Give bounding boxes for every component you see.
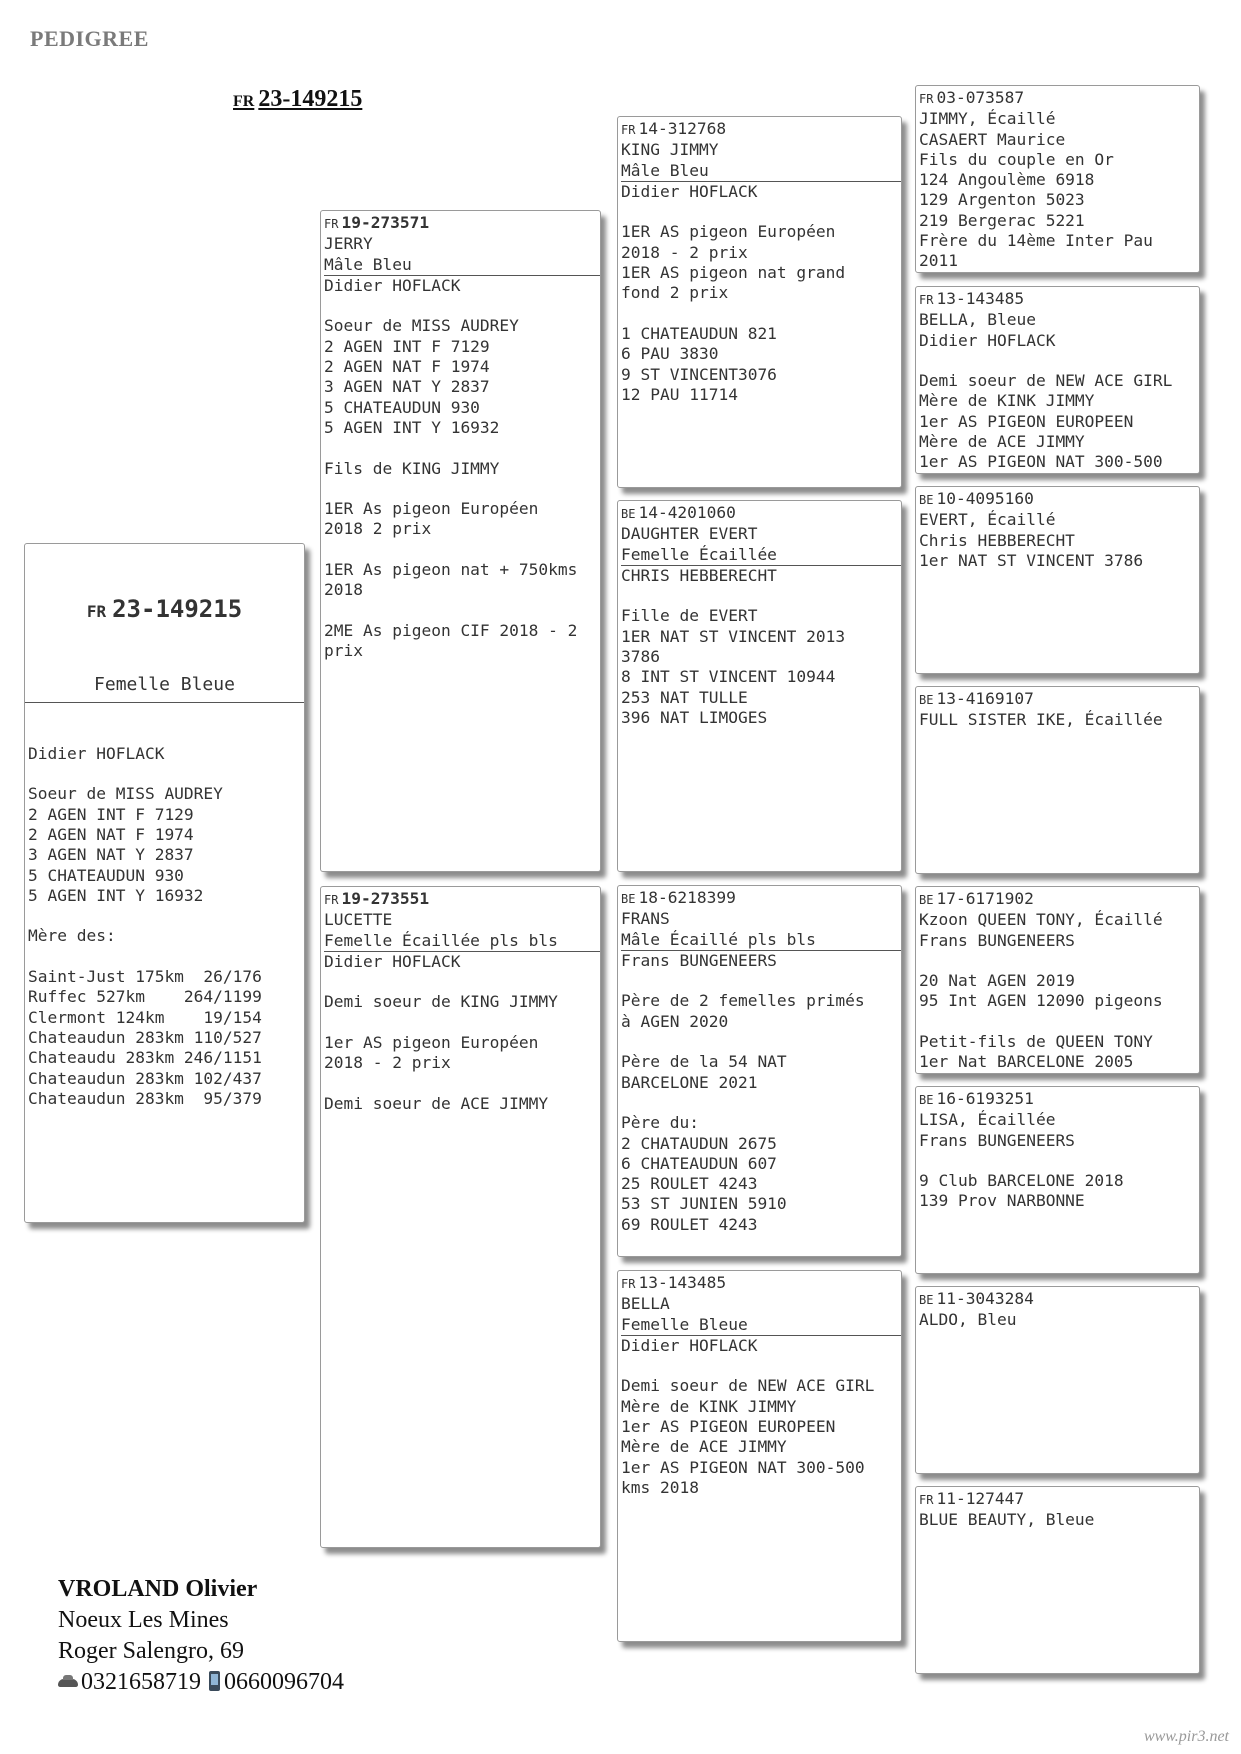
detail-line: Mère de KINK JIMMY bbox=[621, 1396, 797, 1416]
ring-country: BE bbox=[919, 493, 934, 507]
detail-line: 1er Nat BARCELONE 2005 bbox=[919, 1052, 1134, 1072]
detail-line: Demi soeur de ACE JIMMY bbox=[324, 1093, 549, 1113]
detail-line: kms 2018 bbox=[621, 1477, 699, 1497]
phone-icon bbox=[58, 1675, 78, 1689]
detail-line: 2 AGEN INT F 7129 bbox=[28, 804, 194, 824]
ring-value: 17-6171902 bbox=[936, 889, 1034, 908]
detail-line bbox=[621, 1356, 898, 1376]
ring-number bbox=[324, 213, 597, 234]
bird-color: Mâle Écaillé pls bls bbox=[621, 930, 901, 951]
detail-line: FULL SISTER IKE, Écaillée bbox=[919, 710, 1163, 730]
detail-line: 5 AGEN INT Y 16932 bbox=[324, 417, 500, 437]
detail-line: 95 Int AGEN 12090 pigeons bbox=[919, 991, 1163, 1011]
detail-line bbox=[621, 1093, 898, 1113]
ggp-card-5 bbox=[915, 886, 1200, 1074]
detail-line: 3 AGEN NAT Y 2837 bbox=[324, 377, 490, 397]
detail-line: 1er AS PIGEON EUROPEEN bbox=[919, 411, 1134, 431]
footer-site: www.pir3.net bbox=[1143, 1728, 1229, 1745]
ring-value: 13-4169107 bbox=[936, 689, 1034, 708]
detail-line: 2 AGEN INT F 7129 bbox=[324, 336, 490, 356]
ring-number bbox=[919, 889, 1196, 910]
detail-line: Didier HOFLACK bbox=[621, 181, 758, 201]
ring-country: BE bbox=[919, 693, 934, 707]
detail-line: JIMMY, Écaillé bbox=[919, 109, 1056, 129]
detail-line bbox=[621, 304, 898, 324]
detail-line bbox=[621, 586, 898, 606]
detail-line: Chateaudu 283km 246/1151 bbox=[28, 1048, 262, 1068]
detail-line: CASAERT Maurice bbox=[919, 129, 1066, 149]
bird-color: Femelle Écaillée bbox=[621, 545, 901, 566]
detail-line bbox=[919, 1012, 1196, 1032]
ring-value: 13-143485 bbox=[936, 289, 1025, 308]
detail-line bbox=[919, 951, 1196, 971]
detail-line: 1er NAT ST VINCENT 3786 bbox=[919, 550, 1144, 570]
ring-number bbox=[621, 1273, 898, 1294]
bird-name: FRANS bbox=[621, 909, 670, 929]
ring-number bbox=[621, 888, 898, 909]
detail-line: Didier HOFLACK bbox=[621, 1335, 758, 1355]
detail-line bbox=[324, 972, 597, 992]
detail-line bbox=[919, 351, 1196, 371]
sire-sire-card bbox=[617, 116, 902, 488]
ring-country: FR bbox=[621, 1277, 636, 1291]
ring-number bbox=[919, 689, 1196, 710]
detail-line: Kzoon QUEEN TONY, Écaillé bbox=[919, 910, 1163, 930]
detail-line: Clermont 124km 19/154 bbox=[28, 1007, 262, 1027]
detail-line: 6 PAU 3830 bbox=[621, 344, 719, 364]
detail-line: Saint-Just 175km 26/176 bbox=[28, 967, 262, 987]
detail-line: Fille de EVERT bbox=[621, 606, 758, 626]
ring-country: FR bbox=[919, 92, 934, 106]
owner-city: Noeux Les Mines bbox=[58, 1607, 229, 1633]
dam-sire-card bbox=[617, 885, 902, 1257]
detail-line: Chateaudun 283km 95/379 bbox=[28, 1088, 262, 1108]
ggp-card-6 bbox=[915, 1086, 1200, 1274]
detail-line: 5 CHATEAUDUN 930 bbox=[324, 397, 480, 417]
detail-line: 1ER As pigeon nat + 750kms bbox=[324, 560, 578, 580]
detail-line: Demi soeur de NEW ACE GIRL bbox=[919, 371, 1173, 391]
detail-line: Mère des: bbox=[28, 926, 116, 946]
dam-dam-card bbox=[617, 1270, 902, 1642]
detail-line bbox=[324, 438, 597, 458]
owner-contacts bbox=[58, 1667, 344, 1698]
subject-ring-country: FR bbox=[86, 601, 107, 621]
ring-country: BE bbox=[919, 1293, 934, 1307]
owner-block bbox=[58, 1574, 344, 1698]
ring-value: 03-073587 bbox=[936, 88, 1025, 107]
owner-name: VROLAND Olivier bbox=[58, 1576, 258, 1602]
ring-country: FR bbox=[919, 1493, 934, 1507]
ring-country: BE bbox=[621, 507, 636, 521]
bird-color: Mâle Bleu bbox=[621, 161, 901, 182]
detail-line: 69 ROULET 4243 bbox=[621, 1214, 758, 1234]
detail-line: 53 ST JUNIEN 5910 bbox=[621, 1194, 787, 1214]
ring-country: BE bbox=[621, 892, 636, 906]
detail-line: 5 AGEN INT Y 16932 bbox=[28, 885, 204, 905]
detail-line: fond 2 prix bbox=[621, 283, 729, 303]
bird-color: Femelle Écaillée pls bls bbox=[324, 931, 600, 952]
detail-line: 1ER AS pigeon nat grand bbox=[621, 263, 846, 283]
main-ring-number bbox=[233, 86, 362, 113]
detail-line: Didier HOFLACK bbox=[919, 330, 1056, 350]
detail-line: LISA, Écaillée bbox=[919, 1110, 1056, 1130]
detail-line bbox=[621, 202, 898, 222]
sire-card bbox=[320, 210, 601, 872]
detail-line bbox=[324, 540, 597, 560]
ring-number bbox=[919, 1289, 1196, 1310]
ring-number bbox=[919, 289, 1196, 310]
owner-mobile: 0660096704 bbox=[224, 1669, 344, 1695]
detail-line: Mère de KINK JIMMY bbox=[919, 391, 1095, 411]
detail-line: BARCELONE 2021 bbox=[621, 1072, 758, 1092]
ring-value: 14-4201060 bbox=[638, 503, 736, 522]
detail-line: Demi soeur de KING JIMMY bbox=[324, 992, 558, 1012]
detail-line: 2 AGEN NAT F 1974 bbox=[28, 824, 194, 844]
detail-line: 219 Bergerac 5221 bbox=[919, 210, 1085, 230]
ggp-card-4 bbox=[915, 686, 1200, 874]
detail-line: prix bbox=[324, 641, 363, 661]
detail-line: 1er AS PIGEON NAT 300-500 bbox=[919, 452, 1163, 472]
detail-line: 1er AS PIGEON EUROPEEN bbox=[621, 1417, 836, 1437]
detail-line: 2018 bbox=[324, 580, 363, 600]
detail-line bbox=[919, 1151, 1196, 1171]
detail-line bbox=[324, 1074, 597, 1094]
detail-line: 25 ROULET 4243 bbox=[621, 1174, 758, 1194]
bird-name: JERRY bbox=[324, 234, 373, 254]
detail-line: Mère de ACE JIMMY bbox=[621, 1437, 787, 1457]
ring-value: 11-3043284 bbox=[936, 1289, 1034, 1308]
detail-line bbox=[324, 601, 597, 621]
detail-line: 1ER As pigeon Européen bbox=[324, 499, 539, 519]
detail-line: 3 AGEN NAT Y 2837 bbox=[28, 845, 194, 865]
detail-line: Père du: bbox=[621, 1113, 699, 1133]
bird-color: Mâle Bleu bbox=[324, 255, 600, 276]
ring-number bbox=[621, 503, 898, 524]
bird-name: DAUGHTER EVERT bbox=[621, 524, 758, 544]
detail-line: 2ME As pigeon CIF 2018 - 2 bbox=[324, 620, 578, 640]
ring-country: FR bbox=[621, 123, 636, 137]
bird-name: BELLA bbox=[621, 1294, 670, 1314]
bird-name: LUCETTE bbox=[324, 910, 393, 930]
detail-line: 129 Argenton 5023 bbox=[919, 190, 1085, 210]
mobile-phone-icon bbox=[209, 1671, 220, 1691]
owner-street: Roger Salengro, 69 bbox=[58, 1638, 244, 1664]
detail-line: à AGEN 2020 bbox=[621, 1011, 729, 1031]
detail-line: Ruffec 527km 264/1199 bbox=[28, 987, 262, 1007]
detail-line: Père de 2 femelles primés bbox=[621, 991, 865, 1011]
ring-value: 19-273571 bbox=[341, 213, 430, 232]
ring-number bbox=[919, 489, 1196, 510]
ring-value: 13-143485 bbox=[638, 1273, 727, 1292]
ring-number bbox=[919, 1489, 1196, 1510]
detail-line: Demi soeur de NEW ACE GIRL bbox=[621, 1376, 875, 1396]
detail-line: CHRIS HEBBERECHT bbox=[621, 565, 777, 585]
ring-country: FR bbox=[324, 893, 339, 907]
subject-ring-number: 23-149215 bbox=[112, 594, 243, 623]
detail-line: BELLA, Bleue bbox=[919, 310, 1036, 330]
ring-value: 14-312768 bbox=[638, 119, 727, 138]
detail-line: 139 Prov NARBONNE bbox=[919, 1191, 1085, 1211]
ring-number bbox=[919, 88, 1196, 109]
detail-line: Mère de ACE JIMMY bbox=[919, 432, 1085, 452]
detail-line: 2 CHATAUDUN 2675 bbox=[621, 1133, 777, 1153]
subject-details bbox=[28, 744, 301, 1109]
detail-line: 124 Angoulème 6918 bbox=[919, 170, 1095, 190]
detail-line: Frans BUNGENEERS bbox=[919, 930, 1075, 950]
main-ring-country: FR bbox=[233, 93, 255, 110]
detail-line: 253 NAT TULLE bbox=[621, 687, 748, 707]
detail-line: 5 CHATEAUDUN 930 bbox=[28, 865, 184, 885]
detail-line: 2 AGEN NAT F 1974 bbox=[324, 357, 490, 377]
detail-line: 1 CHATEAUDUN 821 bbox=[621, 323, 777, 343]
page-title: PEDIGREE bbox=[30, 26, 149, 51]
ring-value: 18-6218399 bbox=[638, 888, 736, 907]
detail-line: Petit-fils de QUEEN TONY bbox=[919, 1032, 1153, 1052]
ggp-card-3 bbox=[915, 486, 1200, 674]
detail-line bbox=[28, 764, 301, 784]
main-ring-value: 23-149215 bbox=[258, 86, 363, 112]
detail-line: 1ER NAT ST VINCENT 2013 bbox=[621, 626, 846, 646]
detail-line: EVERT, Écaillé bbox=[919, 510, 1056, 530]
ring-value: 10-4095160 bbox=[936, 489, 1034, 508]
detail-line: Soeur de MISS AUDREY bbox=[324, 316, 519, 336]
ggp-card-8 bbox=[915, 1486, 1200, 1674]
detail-line: Didier HOFLACK bbox=[324, 951, 461, 971]
detail-line: Frans BUNGENEERS bbox=[621, 950, 777, 970]
ring-country: BE bbox=[919, 893, 934, 907]
ring-country: FR bbox=[324, 217, 339, 231]
detail-line: Père de la 54 NAT bbox=[621, 1052, 787, 1072]
owner-phone: 0321658719 bbox=[81, 1669, 201, 1695]
detail-line: 8 INT ST VINCENT 10944 bbox=[621, 667, 836, 687]
detail-line: Soeur de MISS AUDREY bbox=[28, 784, 223, 804]
subject-ring bbox=[28, 593, 301, 628]
ring-value: 11-127447 bbox=[936, 1489, 1025, 1508]
subject-color: Femelle Bleue bbox=[25, 672, 304, 703]
detail-line bbox=[28, 947, 301, 967]
detail-line: 3786 bbox=[621, 647, 660, 667]
detail-line: Frère du 14ème Inter Pau bbox=[919, 231, 1153, 251]
ggp-card-2 bbox=[915, 286, 1200, 474]
bird-name: KING JIMMY bbox=[621, 140, 719, 160]
detail-line: 12 PAU 11714 bbox=[621, 384, 738, 404]
detail-line: 2018 2 prix bbox=[324, 519, 432, 539]
detail-line: 20 Nat AGEN 2019 bbox=[919, 971, 1075, 991]
detail-line: 2018 - 2 prix bbox=[324, 1053, 451, 1073]
detail-line: 396 NAT LIMOGES bbox=[621, 707, 768, 727]
detail-line: BLUE BEAUTY, Bleue bbox=[919, 1510, 1095, 1530]
detail-line: Chateaudun 283km 110/527 bbox=[28, 1027, 262, 1047]
detail-line: 9 ST VINCENT3076 bbox=[621, 364, 777, 384]
detail-line: Didier HOFLACK bbox=[324, 275, 461, 295]
detail-line: 2018 - 2 prix bbox=[621, 242, 748, 262]
ring-value: 19-273551 bbox=[341, 889, 430, 908]
detail-line: 6 CHATEAUDUN 607 bbox=[621, 1153, 777, 1173]
ring-country: FR bbox=[919, 293, 934, 307]
ring-number bbox=[324, 889, 597, 910]
detail-line: Didier HOFLACK bbox=[28, 743, 165, 763]
detail-line bbox=[324, 1013, 597, 1033]
detail-line: 1ER AS pigeon Européen bbox=[621, 222, 836, 242]
detail-line: 2011 bbox=[919, 251, 958, 271]
detail-line bbox=[324, 479, 597, 499]
detail-line bbox=[324, 296, 597, 316]
subject-card bbox=[24, 543, 305, 1223]
ggp-card-7 bbox=[915, 1286, 1200, 1474]
detail-line bbox=[621, 971, 898, 991]
detail-line: Chateaudun 283km 102/437 bbox=[28, 1068, 262, 1088]
detail-line: 1er AS pigeon Européen bbox=[324, 1033, 539, 1053]
detail-line bbox=[28, 906, 301, 926]
dam-card bbox=[320, 886, 601, 1548]
detail-line bbox=[621, 1032, 898, 1052]
ggp-card-1 bbox=[915, 85, 1200, 273]
detail-line: Fils du couple en Or bbox=[919, 149, 1114, 169]
detail-line: Fils de KING JIMMY bbox=[324, 458, 500, 478]
ring-value: 16-6193251 bbox=[936, 1089, 1034, 1108]
bird-color: Femelle Bleue bbox=[621, 1315, 901, 1336]
detail-line: 1er AS PIGEON NAT 300-500 bbox=[621, 1457, 865, 1477]
detail-line: ALDO, Bleu bbox=[919, 1310, 1017, 1330]
sire-dam-card bbox=[617, 500, 902, 872]
ring-number bbox=[621, 119, 898, 140]
ring-country: BE bbox=[919, 1093, 934, 1107]
detail-line: 9 Club BARCELONE 2018 bbox=[919, 1171, 1124, 1191]
ring-number bbox=[919, 1089, 1196, 1110]
detail-line: Frans BUNGENEERS bbox=[919, 1130, 1075, 1150]
detail-line: Chris HEBBERECHT bbox=[919, 530, 1075, 550]
